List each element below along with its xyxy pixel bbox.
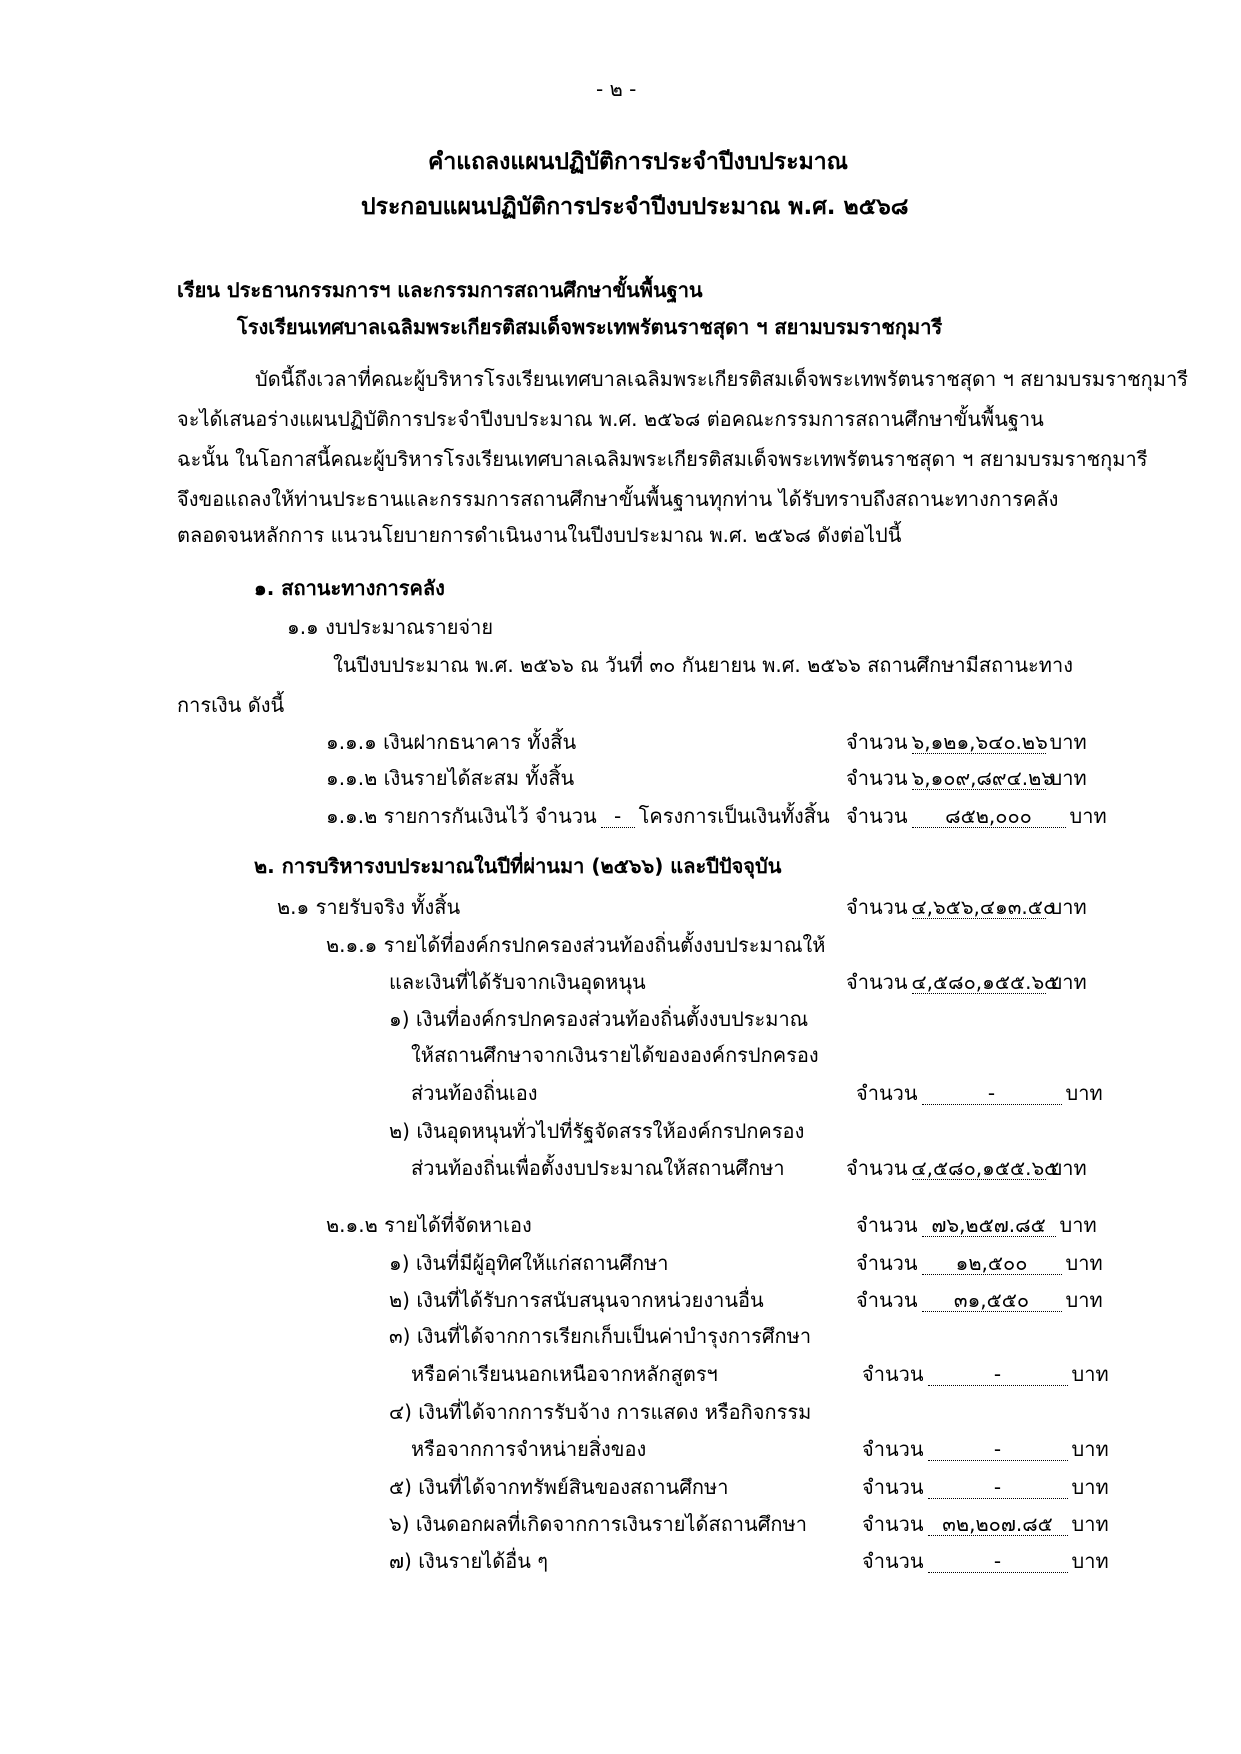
amount-prefix: จำนวน [846, 730, 908, 754]
amount-prefix: จำนวน [846, 895, 908, 919]
amount-unit: บาท [1071, 1512, 1109, 1536]
section-2-1-2-item-5-amount [862, 1474, 1109, 1500]
amount-unit: บาท [1071, 1437, 1109, 1461]
section-2-1-2-item-1-amount [856, 1250, 1103, 1276]
sub-item-line: ๖) เงินดอกผลที่เกิดจากการเงินรายได้สถานศึกษา [389, 1512, 807, 1536]
section-1-heading: ๑. สถานะทางการคลัง [254, 576, 445, 600]
sub-item-line: ให้สถานศึกษาจากเงินรายได้ขององค์กรปกครอง [411, 1043, 819, 1067]
amount-prefix: จำนวน [856, 1081, 918, 1105]
amount-value: - [928, 1476, 1068, 1499]
title-line-2: ประกอบแผนปฏิบัติการประจำปีงบประมาณ พ.ศ. ๒๕๖๘ [361, 194, 909, 220]
section-2-1-1-line-1: ๒.๑.๑ รายได้ที่องค์กรปกครองส่วนท้องถิ่นตั้งงบประมาณให้ [326, 933, 826, 957]
amount-value: - [928, 1363, 1068, 1386]
sub-item-line: ๒) เงินอุดหนุนทั่วไปที่รัฐจัดสรรให้องค์กรปกครอง [389, 1119, 805, 1143]
sub-item-line: ๑) เงินที่องค์กรปกครองส่วนท้องถิ่นตั้งงบประมาณ [389, 1007, 809, 1031]
sub-item-line: ๕) เงินที่ได้จากทรัพย์สินของสถานศึกษา [389, 1475, 729, 1499]
section-2-1-amount [846, 894, 1087, 920]
amount-unit: บาท [1069, 804, 1107, 828]
sub-item-line: ส่วนท้องถิ่นเพื่อตั้งงบประมาณให้สถานศึกษา [411, 1156, 785, 1180]
section-1-desc-line-1: ในปีงบประมาณ พ.ศ. ๒๕๖๖ ณ วันที่ ๓๐ กันยายน พ.ศ. ๒๕๖๖ สถานศึกษามีสถานะทาง [333, 653, 1073, 677]
reserve-label-pre: ๑.๑.๒ รายการกันเงินไว้ จำนวน [326, 804, 597, 828]
reserve-project-count: - [601, 805, 635, 828]
amount-value: ๓๑,๕๕๐ [922, 1289, 1062, 1312]
section-2-1-2-item-3-amount [862, 1361, 1109, 1387]
section-2-1-2-item-2-amount [856, 1287, 1103, 1313]
amount-prefix: จำนวน [862, 1437, 924, 1461]
amount-prefix: จำนวน [862, 1362, 924, 1386]
sub-item-line: ส่วนท้องถิ่นเอง [411, 1081, 538, 1105]
item-1-1-2b-label [326, 803, 830, 829]
amount-value: ๖,๑๒๑,๖๔๐.๒๖ [911, 730, 1048, 754]
amount-prefix: จำนวน [856, 1251, 918, 1275]
reserve-label-post: โครงการเป็นเงินทั้งสิ้น [638, 804, 830, 828]
amount-unit: บาท [1071, 1362, 1109, 1386]
intro-line: ตลอดจนหลักการ แนวนโยบายการดำเนินงานในปีงบประมาณ พ.ศ. ๒๕๖๘ ดังต่อไปนี้ [177, 523, 902, 547]
amount-value: ๔,๕๘๐,๑๕๕.๖๕ [911, 970, 1060, 994]
intro-line: ฉะนั้น ในโอกาสนี้คณะผู้บริหารโรงเรียนเทศบาลเฉลิมพระเกียรติสมเด็จพระเทพรัตนราชสุดา ฯ สยามบรมราชกุมารี [177, 447, 1148, 471]
amount-prefix: จำนวน [862, 1549, 924, 1573]
sub-item-line: หรือจากการจำหน่ายสิ่งของ [411, 1437, 647, 1461]
sub-item-line: ๔) เงินที่ได้จากการรับจ้าง การแสดง หรือกิจกรรม [389, 1400, 812, 1424]
intro-line: จะได้เสนอร่างแผนปฏิบัติการประจำปีงบประมาณ พ.ศ. ๒๕๖๘ ต่อคณะกรรมการสถานศึกษาขั้นพื้นฐาน [177, 407, 1044, 431]
amount-unit: บาท [1049, 1156, 1087, 1180]
section-2-heading: ๒. การบริหารงบประมาณในปีที่ผ่านมา (๒๕๖๖) และปีปัจจุบัน [254, 854, 782, 878]
amount-unit: บาท [1065, 1251, 1103, 1275]
salutation-line-1: เรียน ประธานกรรมการฯ และกรรมการสถานศึกษาขั้นพื้นฐาน [177, 278, 703, 302]
item-1-1-2-label: ๑.๑.๒ เงินรายได้สะสม ทั้งสิ้น [326, 766, 575, 790]
amount-unit: บาท [1071, 1475, 1109, 1499]
amount-value: ๖,๑๐๙,๘๙๔.๒๖ [911, 766, 1054, 790]
item-1-1-2-amount [846, 765, 1087, 791]
sub-item-line: ๑) เงินที่มีผู้อุทิศให้แก่สถานศึกษา [389, 1251, 669, 1275]
section-2-1-1-amount [846, 969, 1087, 995]
salutation-line-2: โรงเรียนเทศบาลเฉลิมพระเกียรติสมเด็จพระเทพรัตนราชสุดา ฯ สยามบรมราชกุมารี [237, 315, 943, 339]
amount-unit: บาท [1049, 970, 1087, 994]
amount-value: ๗๖,๒๕๗.๘๕ [922, 1214, 1056, 1237]
amount-prefix: จำนวน [846, 766, 908, 790]
sub-item-line: ๓) เงินที่ได้จากการเรียกเก็บเป็นค่าบำรุงการศึกษา [389, 1324, 812, 1348]
item-1-1-2b-amount [846, 803, 1107, 829]
amount-unit: บาท [1065, 1081, 1103, 1105]
amount-unit: บาท [1049, 766, 1087, 790]
section-2-1-2-amount [856, 1212, 1097, 1238]
amount-prefix: จำนวน [862, 1475, 924, 1499]
amount-prefix: จำนวน [846, 804, 908, 828]
page-number: - ๒ - [596, 77, 637, 101]
amount-value: - [922, 1082, 1062, 1105]
amount-prefix: จำนวน [846, 970, 908, 994]
amount-prefix: จำนวน [846, 1156, 908, 1180]
amount-unit: บาท [1071, 1549, 1109, 1573]
amount-prefix: จำนวน [856, 1288, 918, 1312]
section-2-1-1-item-2-amount [846, 1155, 1087, 1181]
intro-line: บัดนี้ถึงเวลาที่คณะผู้บริหารโรงเรียนเทศบาลเฉลิมพระเกียรติสมเด็จพระเทพรัตนราชสุดา ฯ สยามบรมราชกุมารี [255, 367, 1188, 391]
amount-unit: บาท [1065, 1288, 1103, 1312]
amount-value: ๔,๕๘๐,๑๕๕.๖๕ [911, 1156, 1060, 1180]
amount-unit: บาท [1049, 730, 1087, 754]
amount-value: - [928, 1438, 1068, 1461]
section-2-1-1-line-2: และเงินที่ได้รับจากเงินอุดหนุน [389, 970, 646, 994]
section-2-1-2-item-7-amount [862, 1548, 1109, 1574]
section-1-1-heading: ๑.๑ งบประมาณรายจ่าย [287, 615, 494, 639]
amount-value: ๓๒,๒๐๗.๘๕ [928, 1513, 1068, 1536]
section-2-1-2-label: ๒.๑.๒ รายได้ที่จัดหาเอง [326, 1213, 532, 1237]
section-2-1-label: ๒.๑ รายรับจริง ทั้งสิ้น [277, 895, 461, 919]
sub-item-line: ๒) เงินที่ได้รับการสนับสนุนจากหน่วยงานอื่น [389, 1288, 764, 1312]
sub-item-line: ๗) เงินรายได้อื่น ๆ [389, 1549, 548, 1573]
amount-value: ๑๒,๕๐๐ [922, 1252, 1062, 1275]
section-2-1-2-item-6-amount [862, 1511, 1109, 1537]
amount-unit: บาท [1059, 1213, 1097, 1237]
item-1-1-1-amount [846, 729, 1087, 755]
amount-prefix: จำนวน [856, 1213, 918, 1237]
amount-prefix: จำนวน [862, 1512, 924, 1536]
item-1-1-1-label: ๑.๑.๑ เงินฝากธนาคาร ทั้งสิ้น [326, 730, 577, 754]
amount-value: ๘๕๒,๐๐๐ [912, 805, 1066, 828]
sub-item-line: หรือค่าเรียนนอกเหนือจากหลักสูตรฯ [411, 1362, 718, 1386]
amount-value: ๔,๖๕๖,๔๑๓.๕๐ [911, 895, 1056, 919]
intro-line: จึงขอแถลงให้ท่านประธานและกรรมการสถานศึกษาขั้นพื้นฐานทุกท่าน ได้รับทราบถึงสถานะทางการคลัง [177, 487, 1059, 511]
section-2-1-2-item-4-amount [862, 1436, 1109, 1462]
amount-unit: บาท [1049, 895, 1087, 919]
section-1-desc-line-2: การเงิน ดังนี้ [177, 693, 285, 717]
amount-value: - [928, 1550, 1068, 1573]
title-line-1: คำแถลงแผนปฏิบัติการประจำปีงบประมาณ [428, 149, 849, 175]
section-2-1-1-item-1-amount [856, 1080, 1103, 1106]
